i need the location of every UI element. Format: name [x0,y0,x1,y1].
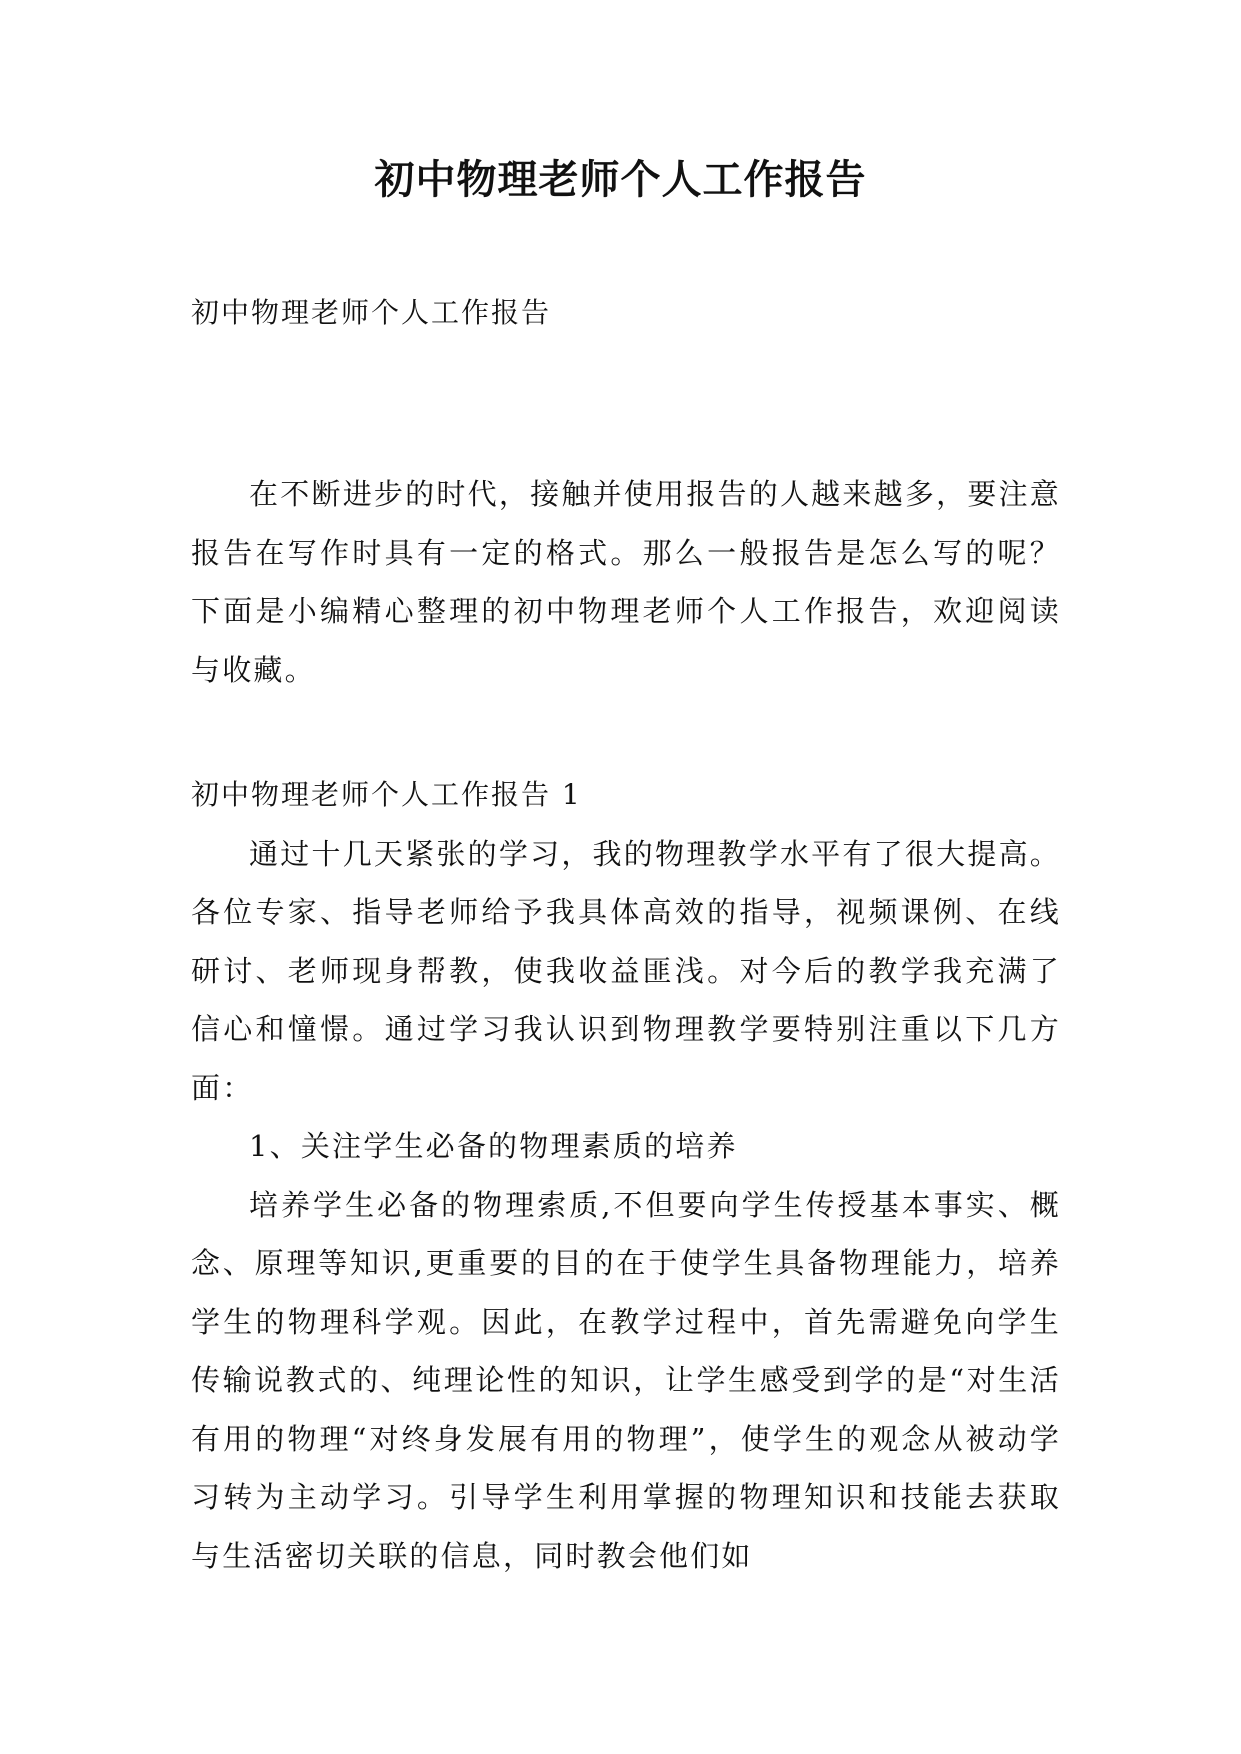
section-1-paragraph-2: 培养学生必备的物理索质,不但要向学生传授基本事实、概念、原理等知识,更重要的目的在于使学生具备物理能力，培养学生的物理科学观。因此，在教学过程中，首先需避免向学生传输说教式的、纯理论性的知识，让学生感受到学的是“对生活有用的物理“对终身发展有用的物理”，使学生的观念从被动学习转为主动学习。引导学生利用掌握的物理知识和技能去获取与生活密切关联的信息，同时教会他们如 [191,1187,1061,1573]
section-1 [191,766,1061,1585]
document-subtitle: 初中物理老师个人工作报告 [191,296,552,329]
intro-paragraph: 在不断进步的时代，接触并使用报告的人越来越多，要注意报告在写作时具有一定的格式。那么一般报告是怎么写的呢？下面是小编精心整理的初中物理老师个人工作报告，欢迎阅读与收藏。 [191,477,1061,687]
intro-block [191,465,1061,699]
section-1-item-heading: 1、关注学生必备的物理素质的培养 [249,1129,738,1163]
section-1-paragraph-1: 通过十几天紧张的学习，我的物理教学水平有了很大提高。各位专家、指导老师给予我具体高效的指导，视频课例、在线研讨、老师现身帮教，使我收益匪浅。对今后的教学我充满了信心和憧憬。通过学习我认识到物理教学要特别注重以下几方面： [191,836,1061,1105]
document-title: 初中物理老师个人工作报告 [374,156,867,203]
section-1-heading: 初中物理老师个人工作报告 1 [191,778,582,811]
